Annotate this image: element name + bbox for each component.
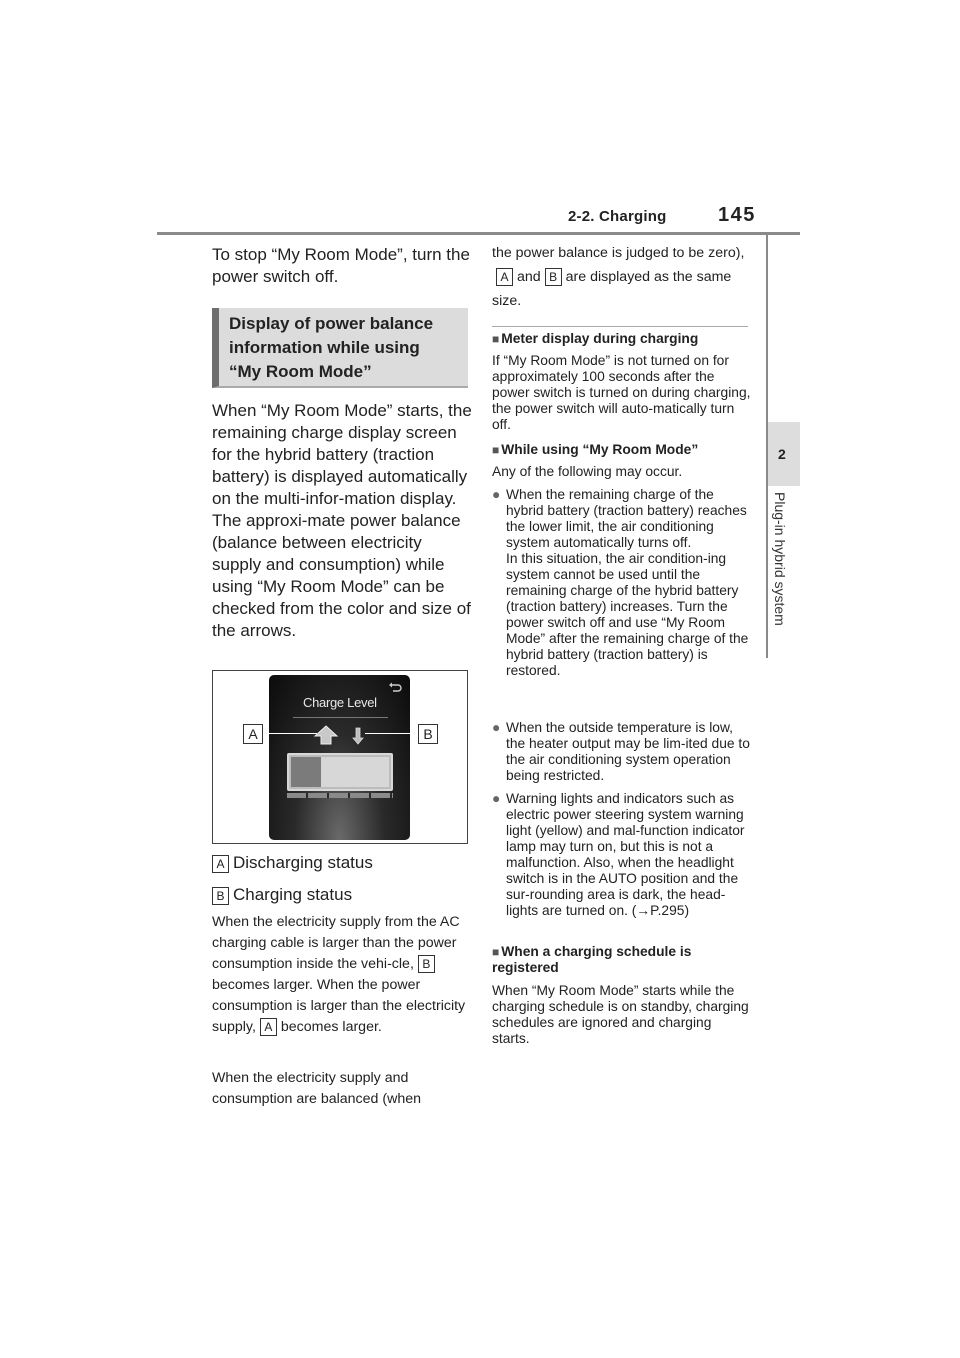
header-rule bbox=[157, 232, 800, 235]
square-bullet-icon: ■ bbox=[492, 332, 500, 346]
multi-information-display bbox=[269, 675, 410, 840]
bullet-dot-icon: ● bbox=[492, 791, 501, 806]
legend-label: Discharging status bbox=[233, 853, 373, 872]
heading-text: While using “My Room Mode” bbox=[501, 442, 699, 457]
bullet-dot-icon: ● bbox=[492, 487, 501, 502]
battery-charge-fill bbox=[291, 757, 321, 787]
section-title: 2-2. Charging bbox=[568, 208, 667, 225]
note-text: becomes larger. When the power consumption is larger than the electricity supply, bbox=[212, 977, 466, 1035]
callout-b: B bbox=[418, 724, 438, 744]
battery-charge-empty bbox=[321, 757, 389, 787]
page-number: 145 bbox=[718, 204, 756, 226]
while-heading bbox=[492, 442, 698, 458]
heading-text: Meter display during charging bbox=[501, 331, 699, 346]
my-room-mode-description: When “My Room Mode” starts, the remaining charge display screen for the hybrid battery (traction battery) is displayed automatically on the multi-infor-mation display. The approxi-mate power balance (balance between electricity supply and consumption) while using “My Room Mode” can be checked from the color and size of the arrows. bbox=[212, 401, 472, 640]
heading-text: When a charging schedule is registered bbox=[492, 944, 692, 975]
divider bbox=[492, 326, 748, 327]
meter-text: If “My Room Mode” is not turned on for approximately 100 seconds after the power switch is turned on during charging, the power switch will auto-matically turn off. bbox=[492, 353, 751, 432]
chapter-number: 2 bbox=[778, 446, 786, 462]
callout-a: A bbox=[243, 724, 263, 744]
meter-heading bbox=[492, 331, 698, 347]
discharging-arrow-icon bbox=[314, 725, 338, 745]
bullet-text: When the outside temperature is low, the heater output may be lim-ited due to the air conditioning system operation being restricted. bbox=[506, 720, 750, 783]
title-underline bbox=[293, 717, 388, 718]
balanced-note: When the electricity supply and consumption are balanced (when bbox=[212, 1070, 422, 1107]
square-bullet-icon: ■ bbox=[492, 945, 500, 959]
while-intro: Any of the following may occur. bbox=[492, 464, 683, 479]
badge-b: B bbox=[545, 268, 562, 286]
badge-b: B bbox=[418, 955, 435, 973]
square-bullet-icon: ■ bbox=[492, 443, 500, 457]
legend-charging bbox=[212, 884, 352, 906]
callout-line-b bbox=[365, 733, 418, 734]
schedule-heading bbox=[492, 944, 752, 976]
heading-line-1: Display of power balance bbox=[229, 314, 434, 333]
chapter-label: Plug-in hybrid system bbox=[772, 492, 788, 626]
badge-b: B bbox=[212, 887, 229, 905]
bullet-item bbox=[492, 487, 752, 679]
badge-a: A bbox=[496, 268, 513, 286]
charging-arrow-icon bbox=[352, 727, 364, 745]
legend-discharging bbox=[212, 852, 373, 874]
note-text: becomes larger. bbox=[280, 1019, 382, 1035]
screen-title: Charge Level bbox=[303, 695, 377, 710]
legend-label: Charging status bbox=[233, 885, 353, 904]
note-text: the power balance is judged to be zero), bbox=[492, 245, 745, 261]
badge-a: A bbox=[260, 1018, 277, 1036]
note-text: are displayed as the same size. bbox=[492, 269, 732, 309]
bullet-item bbox=[492, 720, 752, 784]
balanced-note-continued bbox=[492, 241, 752, 313]
heading-line-3: “My Room Mode” bbox=[229, 362, 372, 381]
note-text: When the electricity supply from the AC charging cable is larger than the power consumption inside the vehi-cle, bbox=[212, 914, 460, 972]
heading-line-2: information while using bbox=[229, 338, 420, 357]
bullet-text: Warning lights and indicators such as electric power steering system warning light (yellow) and mal-function indicator lamp may turn on, but this is not a malfunction. Also, when the headlight switch is in the AUTO position and the sur-rounding area is dark, the head-lights are turned on. (→P.295) bbox=[506, 791, 745, 918]
charge-level-figure bbox=[212, 670, 468, 844]
back-icon bbox=[388, 682, 402, 692]
battery-gauge bbox=[287, 753, 393, 791]
power-balance-note bbox=[212, 912, 474, 1038]
schedule-text: When “My Room Mode” starts while the charging schedule is on standby, charging schedules are ignored and charging starts. bbox=[492, 983, 749, 1046]
section-heading bbox=[212, 308, 468, 388]
note-text: and bbox=[517, 269, 541, 285]
stop-instruction: To stop “My Room Mode”, turn the power switch off. bbox=[212, 245, 470, 286]
bullet-item bbox=[492, 791, 752, 919]
badge-a: A bbox=[212, 855, 229, 873]
bullet-text: When the remaining charge of the hybrid battery (traction battery) reaches the lower limit, the air conditioning system automatically turns off. In this situation, the air condition-ing system cannot be used until the remaining charge of the hybrid battery (traction battery) increases. Turn the power switch off and use “My Room Mode” after the remaining charge of the hybrid battery (traction battery) is restored. bbox=[506, 487, 749, 678]
bullet-dot-icon: ● bbox=[492, 720, 501, 735]
battery-scale bbox=[287, 793, 393, 798]
callout-line-a bbox=[265, 733, 317, 734]
